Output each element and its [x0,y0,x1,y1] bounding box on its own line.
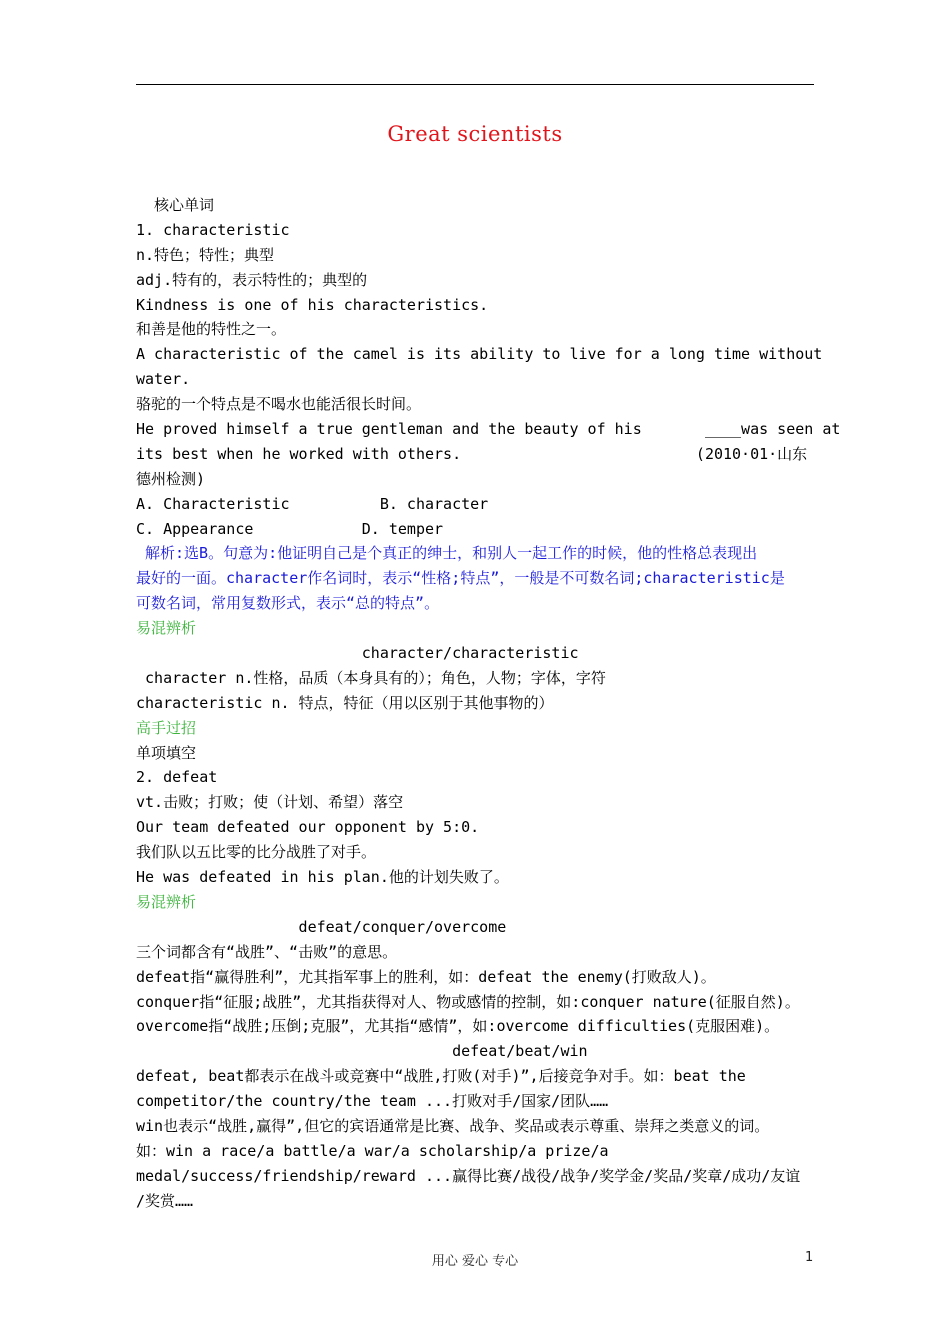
text-line: 三个词都含有“战胜”、“击败”的意思。 [136,942,398,961]
text-line: A. Characteristic B. character [136,494,489,513]
text-line: defeat/conquer/overcome [136,917,507,936]
text-line: 我们队以五比零的比分战胜了对手。 [136,843,377,862]
text-line: He proved himself a true gentleman and the beauty of his ____was seen at [136,420,841,439]
text-line: competitor/the country/the team ...打败对手/国家/团队…… [136,1092,609,1111]
text-line: 解析:选B。句意为:他证明自己是个真正的绅士，和别人一起工作的时候，他的性格总表现出 [136,544,758,563]
text-line: defeat/beat/win [136,1042,588,1061]
text-line: Kindness is one of his characteristics. [136,295,489,314]
text-line: Our team defeated our opponent by 5:0. [136,818,480,837]
text-line: 1. characteristic [136,220,290,239]
text-line: 易混辨析 [136,892,197,911]
text-line: 单项填空 [136,743,197,762]
page-footer: 用心 爱心 专心 [431,1254,519,1269]
text-line: defeat指“赢得胜利”，尤其指军事上的胜利，如：defeat the enemy(打败敌人)。 [136,967,716,986]
text-line: n.特色；特性；典型 [136,245,275,264]
text-line: adj.特有的，表示特性的；典型的 [136,270,368,289]
text-line: defeat, beat都表示在战斗或竞赛中“战胜,打败(对手)”,后接竞争对手。如：beat the [136,1067,746,1086]
text-line: 高手过招 [136,718,197,737]
text-line: its best when he worked with others. (2010·01·山东 [136,444,808,463]
text-line: 骆驼的一个特点是不喝水也能活很长时间。 [136,395,422,414]
text-line: vt.击败；打败；使（计划、希望）落空 [136,793,404,812]
text-line: 最好的一面。character作名词时，表示“性格;特点”，一般是不可数名词;characteristic是 [136,569,785,588]
text-line: 如：win a race/a battle/a war/a scholarship/a prize/a [136,1141,609,1160]
document-body [136,193,841,1214]
text-line: 易混辨析 [136,619,197,638]
text-line: win也表示“战胜,赢得”,但它的宾语通常是比赛、战争、奖品或表示尊重、崇拜之类意义的词。 [136,1116,770,1135]
page-title: Great scientists [387,122,563,146]
text-line: 可数名词，常用复数形式，表示“总的特点”。 [136,594,440,613]
header-rule [136,84,814,85]
text-line: characteristic n. 特点，特征（用以区别于其他事物的） [136,693,554,712]
text-line: C. Appearance D. temper [136,519,444,538]
text-line: water. [136,370,191,389]
text-line: overcome指“战胜;压倒;克服”，尤其指“感情”，如:overcome difficulties(克服困难)。 [136,1017,780,1036]
text-line: A characteristic of the camel is its ability to live for a long time without [136,345,823,364]
text-line: 和善是他的特性之一。 [136,320,287,339]
text-line: /奖赏…… [136,1191,194,1210]
text-line: 2. defeat [136,768,218,787]
text-line: character n.性格，品质（本身具有的）；角色，人物；字体，字符 [136,668,606,687]
page-number: 1 [805,1250,814,1265]
text-line: character/characteristic [136,644,579,663]
text-line: conquer指“征服;战胜”，尤其指获得对人、物或感情的控制，如:conquer nature(征服自然)。 [136,992,800,1011]
text-line: He was defeated in his plan.他的计划失败了。 [136,868,509,887]
text-line: medal/success/friendship/reward ...赢得比赛/战役/战争/奖学金/奖品/奖章/成功/友谊 [136,1166,801,1185]
text-line: 核心单词 [136,196,215,214]
text-line: 德州检测) [136,469,206,488]
